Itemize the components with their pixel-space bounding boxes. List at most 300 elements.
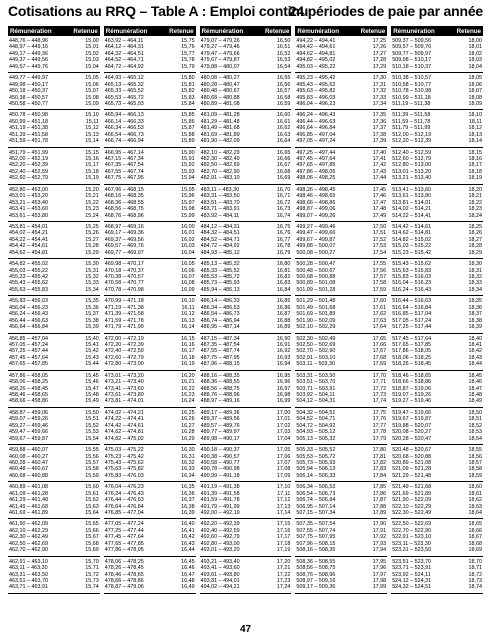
deduction-value: 15,13	[85, 131, 99, 138]
earnings-range: 458,26 – 458,45	[9, 385, 48, 392]
deduction-value: 16,73	[276, 206, 291, 213]
table-row	[391, 510, 483, 516]
row-group	[295, 519, 387, 556]
earnings-range: 454,02 – 454,21	[9, 230, 48, 237]
earnings-range: 496,44 – 496,63	[296, 118, 336, 125]
deduction-value: 18,00	[468, 38, 482, 44]
table-row	[391, 64, 483, 70]
earnings-range: 473,21 – 473,40	[104, 379, 144, 386]
earnings-range: 463,31 – 463,50	[9, 571, 48, 578]
row-group	[8, 73, 100, 110]
deduction-value: 16,44	[181, 547, 195, 554]
deduction-value: 15,11	[85, 118, 99, 125]
earnings-range: 486,54 – 486,73	[200, 311, 240, 318]
deduction-value: 15,19	[85, 175, 99, 182]
row-group	[391, 148, 483, 185]
earnings-range: 464,12 – 464,31	[104, 44, 144, 51]
deduction-value: 17,14	[276, 510, 291, 516]
table-row	[200, 436, 292, 442]
pay-period-subtitle: 24 périodes de paie par année	[288, 3, 483, 19]
earnings-range: 466,74 – 466,94	[104, 138, 144, 145]
earnings-range: 519,67 – 519,87	[392, 416, 432, 423]
table-row	[8, 101, 100, 107]
deduction-value: 15,43	[85, 354, 99, 361]
earnings-range: 449,98 – 450,17	[9, 81, 48, 88]
earnings-range: 497,65 – 497,85	[296, 162, 336, 169]
earnings-range: 510,78 – 510,98	[392, 88, 432, 95]
deduction-value: 18,45	[468, 372, 482, 379]
deduction-value: 15,29	[85, 249, 99, 256]
earnings-range: 494,22 – 494,41	[296, 38, 336, 44]
deduction-value: 18,57	[468, 459, 482, 466]
deduction-value: 15,62	[85, 497, 99, 504]
deduction-value: 15,09	[85, 100, 99, 107]
earnings-range: 478,46 – 478,65	[104, 571, 144, 578]
deduction-value: 16,05	[181, 261, 195, 268]
earnings-range: 473,81 – 474,01	[104, 398, 144, 405]
deduction-value: 17,95	[372, 558, 387, 565]
deduction-value: 15,61	[85, 490, 99, 497]
earnings-range: 481,69 – 481,89	[200, 131, 240, 138]
deduction-value: 15,31	[85, 267, 99, 274]
deduction-value: 17,37	[372, 125, 387, 132]
earnings-range: 521,69 – 521,89	[392, 490, 432, 497]
deduction-value: 18,55	[468, 447, 482, 454]
row-group	[200, 334, 292, 371]
earnings-range: 486,74 – 486,94	[200, 317, 240, 324]
deduction-value: 17,25	[372, 38, 387, 44]
table-row	[295, 250, 387, 256]
earnings-range: 461,09 – 461,28	[9, 490, 48, 497]
row-group	[8, 148, 100, 185]
deduction-value: 16,10	[181, 298, 195, 305]
row-group	[8, 222, 100, 259]
deduction-value: 18,07	[468, 88, 482, 95]
deduction-value: 18,42	[468, 348, 482, 355]
deduction-value: 16,39	[181, 510, 195, 516]
table-row	[8, 287, 100, 293]
earnings-range: 474,02 – 474,21	[104, 409, 144, 416]
earnings-range: 478,26 – 478,45	[104, 565, 144, 572]
earnings-range: 491,59 – 491,78	[200, 497, 240, 504]
deduction-value: 15,35	[85, 298, 99, 305]
deduction-value: 18,68	[468, 540, 482, 547]
earnings-range: 476,24 – 476,43	[104, 490, 144, 497]
earnings-range: 490,78 – 490,98	[200, 466, 240, 473]
deduction-value: 18,56	[468, 453, 482, 460]
deduction-value: 18,24	[468, 212, 482, 219]
deduction-value: 16,07	[181, 274, 195, 280]
earnings-range: 520,08 – 520,27	[392, 429, 432, 436]
earnings-range: 497,05 – 497,24	[296, 138, 336, 145]
earnings-range: 496,85 – 497,04	[296, 131, 336, 138]
earnings-range: 469,57 – 469,76	[104, 243, 144, 250]
earnings-range: 485,94 – 486,13	[200, 286, 240, 293]
earnings-range: 465,94 – 466,13	[104, 112, 144, 119]
table-row	[8, 324, 100, 330]
deduction-value: 18,63	[468, 503, 482, 510]
row-group	[391, 519, 483, 556]
earnings-range: 472,80 – 473,00	[104, 361, 144, 368]
earnings-range: 508,56 – 508,75	[296, 565, 336, 572]
earnings-range: 501,69 – 501,89	[296, 311, 336, 318]
deduction-value: 16,90	[276, 335, 291, 342]
table-row	[200, 213, 292, 219]
deduction-value: 18,19	[468, 175, 482, 182]
earnings-range: 517,65 – 517,85	[392, 341, 432, 348]
deduction-value: 15,91	[181, 156, 195, 162]
earnings-range: 492,00 – 492,19	[200, 510, 240, 516]
earnings-range: 516,85 – 517,04	[392, 311, 432, 318]
earnings-range: 477,45 – 477,64	[104, 534, 144, 541]
earnings-range: 457,65 – 457,85	[9, 361, 48, 368]
deduction-value: 18,35	[468, 298, 482, 305]
earnings-range: 455,83 – 456,03	[9, 298, 48, 305]
deduction-value: 15,63	[85, 503, 99, 510]
earnings-range: 515,83 – 516,03	[392, 274, 432, 280]
page-number: 47	[239, 624, 252, 635]
deduction-value: 18,26	[468, 230, 482, 237]
earnings-range: 517,86 – 518,05	[392, 348, 432, 355]
deduction-value: 15,78	[181, 57, 195, 64]
deduction-value: 18,47	[468, 385, 482, 392]
earnings-range: 509,77 – 509,97	[392, 50, 432, 57]
earnings-range: 456,64 – 456,84	[9, 324, 48, 331]
earnings-range: 482,91 – 483,10	[200, 175, 240, 182]
deduction-value: 17,02	[276, 422, 291, 429]
earnings-range: 506,54 – 506,73	[296, 490, 336, 497]
earnings-range: 468,36 – 468,55	[104, 199, 144, 206]
deduction-value: 16,15	[181, 335, 195, 342]
deduction-value: 17,28	[372, 57, 387, 64]
earnings-range: 487,55 – 487,74	[200, 348, 240, 355]
earnings-range: 499,88 – 500,07	[296, 243, 336, 250]
row-group	[104, 408, 196, 445]
deduction-value: 15,65	[85, 521, 99, 528]
row-group	[391, 482, 483, 519]
deduction-value: 15,88	[181, 131, 195, 138]
deduction-value: 16,06	[181, 267, 195, 274]
column-header	[200, 26, 292, 36]
deduction-value: 16,49	[181, 584, 195, 591]
earnings-range: 481,49 – 481,68	[200, 125, 240, 132]
row-group	[391, 185, 483, 222]
deduction-value: 17,93	[372, 540, 387, 547]
row-group	[295, 148, 387, 185]
table-row	[104, 138, 196, 144]
earnings-range: 497,86 – 498,05	[296, 168, 336, 175]
deduction-value: 18,61	[468, 490, 482, 497]
deduction-value: 17,77	[372, 422, 387, 429]
deduction-value: 15,03	[85, 57, 99, 64]
deduction-value: 18,41	[468, 341, 482, 348]
earnings-range: 518,06 – 518,25	[392, 354, 432, 361]
table-row	[391, 473, 483, 479]
table-row	[104, 584, 196, 590]
deduction-value: 15,74	[85, 584, 99, 591]
deduction-value: 16,64	[276, 138, 291, 145]
deduction-value: 17,76	[372, 416, 387, 423]
deduction-value: 16,53	[276, 57, 291, 64]
table-row	[295, 101, 387, 107]
row-group	[391, 408, 483, 445]
deduction-value: 16,50	[276, 38, 291, 44]
earnings-range: 521,09 – 521,28	[392, 466, 432, 473]
header-remuneration: Rémunération	[393, 27, 435, 35]
deduction-value: 17,04	[276, 435, 291, 442]
deduction-value: 15,00	[85, 38, 99, 44]
table-row	[8, 436, 100, 442]
deduction-value: 16,31	[181, 453, 195, 460]
table-row	[391, 101, 483, 107]
table-row	[391, 175, 483, 181]
deduction-value: 18,66	[468, 527, 482, 534]
deduction-value: 18,74	[468, 584, 482, 591]
deduction-value: 15,51	[85, 416, 99, 423]
header-remuneration: Rémunération	[10, 27, 52, 35]
deduction-value: 15,69	[85, 547, 99, 554]
header-remuneration: Rémunération	[297, 27, 339, 35]
table-row	[295, 175, 387, 181]
deduction-value: 18,58	[468, 466, 482, 473]
deduction-value: 15,42	[85, 348, 99, 355]
earnings-range: 488,97 – 489,16	[200, 398, 240, 405]
earnings-range: 514,22 – 514,41	[392, 212, 432, 219]
deduction-value: 15,07	[85, 88, 99, 95]
deduction-value: 15,14	[85, 138, 99, 145]
deduction-value: 17,80	[372, 447, 387, 454]
row-group	[295, 296, 387, 333]
earnings-range: 523,51 – 523,70	[392, 558, 432, 565]
earnings-range: 501,29 – 501,48	[296, 298, 336, 305]
earnings-range: 509,37 – 509,56	[392, 38, 432, 44]
row-group	[200, 222, 292, 259]
earnings-range: 479,47 – 479,66	[200, 50, 240, 57]
deduction-value: 17,12	[276, 497, 291, 504]
earnings-range: 472,20 – 472,39	[104, 341, 144, 348]
earnings-range: 468,16 – 468,35	[104, 193, 144, 200]
deduction-value: 15,06	[85, 81, 99, 88]
deduction-value: 17,18	[276, 540, 291, 547]
earnings-range: 461,69 – 461,89	[9, 510, 48, 516]
earnings-range: 483,51 – 483,70	[200, 199, 240, 206]
earnings-range: 493,01 – 493,20	[200, 547, 240, 554]
deduction-value: 17,69	[372, 361, 387, 368]
table-row	[200, 64, 292, 70]
table-row	[8, 213, 100, 219]
earnings-range: 454,62 – 454,81	[9, 249, 48, 256]
deduction-value: 15,39	[85, 324, 99, 331]
earnings-range: 475,03 – 475,22	[104, 447, 144, 454]
deduction-value: 15,02	[85, 50, 99, 57]
earnings-range: 506,74 – 506,94	[296, 497, 336, 504]
deduction-value: 18,10	[468, 112, 482, 119]
table-row	[8, 398, 100, 404]
row-group	[200, 296, 292, 333]
row-group	[200, 110, 292, 147]
deduction-value: 16,72	[276, 199, 291, 206]
earnings-range: 500,68 – 500,88	[296, 274, 336, 280]
earnings-range: 493,81 – 494,01	[200, 577, 240, 584]
earnings-range: 506,34 – 506,53	[296, 484, 336, 491]
earnings-range: 476,85 – 477,04	[104, 510, 144, 516]
deduction-value: 16,25	[181, 409, 195, 416]
earnings-range: 458,87 – 459,06	[9, 409, 48, 416]
table-row	[391, 584, 483, 590]
earnings-range: 509,98 – 510,17	[392, 57, 432, 64]
deduction-value: 15,77	[181, 50, 195, 57]
deduction-value: 18,14	[468, 138, 482, 145]
deduction-value: 18,54	[468, 435, 482, 442]
deduction-value: 17,97	[372, 571, 387, 578]
table-column	[8, 26, 100, 615]
earnings-range: 471,39 – 471,58	[104, 311, 144, 318]
deduction-value: 16,75	[276, 223, 291, 230]
deduction-value: 15,16	[85, 156, 99, 162]
deduction-value: 16,19	[181, 361, 195, 368]
earnings-range: 519,88 – 520,07	[392, 422, 432, 429]
deduction-value: 17,82	[372, 459, 387, 466]
earnings-range: 492,60 – 492,79	[200, 534, 240, 541]
earnings-range: 462,10 – 462,29	[9, 527, 48, 534]
earnings-range: 512,60 – 512,79	[392, 156, 432, 162]
row-group	[104, 222, 196, 259]
table-row	[295, 213, 387, 219]
deduction-value: 16,94	[276, 361, 291, 368]
earnings-range: 508,36 – 508,55	[296, 558, 336, 565]
deduction-value: 18,69	[468, 547, 482, 554]
deduction-value: 18,73	[468, 577, 482, 584]
earnings-range: 477,65 – 477,85	[104, 540, 144, 547]
deduction-value: 17,44	[372, 175, 387, 182]
earnings-range: 485,73 – 485,93	[200, 280, 240, 287]
earnings-range: 482,10 – 482,29	[200, 149, 240, 156]
earnings-range: 503,11 – 503,30	[296, 361, 335, 368]
deduction-value: 16,52	[276, 50, 291, 57]
deduction-value: 15,40	[85, 335, 99, 342]
earnings-range: 459,07 – 459,26	[9, 416, 48, 423]
earnings-range: 480,48 – 480,67	[200, 88, 240, 95]
earnings-range: 475,63 – 475,82	[104, 466, 144, 473]
row-group	[8, 296, 100, 333]
earnings-range: 460,48 – 460,67	[9, 466, 48, 473]
row-group	[200, 557, 292, 594]
deduction-value: 17,57	[372, 274, 387, 280]
earnings-range: 489,57 – 489,76	[200, 422, 240, 429]
earnings-range: 474,82 – 475,02	[104, 435, 144, 442]
deduction-value: 15,80	[181, 75, 195, 82]
deduction-value: 16,71	[276, 193, 291, 200]
table-row	[295, 584, 387, 590]
earnings-range: 484,12 – 484,31	[200, 223, 240, 230]
deduction-value: 17,00	[276, 409, 291, 416]
earnings-range: 516,04 – 516,23	[392, 280, 432, 287]
earnings-range: 474,42 – 474,61	[104, 422, 144, 429]
earnings-range: 499,67 – 499,87	[296, 236, 336, 243]
earnings-range: 502,30 – 502,49	[296, 335, 336, 342]
deduction-value: 18,34	[468, 286, 482, 293]
deduction-value: 17,64	[372, 324, 387, 331]
row-group	[295, 408, 387, 445]
deduction-value: 17,79	[372, 435, 387, 442]
earnings-range: 474,62 – 474,81	[104, 429, 144, 436]
table-row	[391, 250, 483, 256]
table-row	[295, 361, 387, 367]
deduction-value: 17,30	[372, 75, 387, 82]
deduction-value: 17,47	[372, 199, 387, 206]
deduction-value: 16,20	[181, 372, 195, 379]
earnings-range: 513,41 – 513,60	[392, 186, 432, 193]
earnings-range: 452,40 – 452,59	[9, 168, 48, 175]
row-group	[200, 408, 292, 445]
deduction-value: 18,48	[468, 392, 482, 398]
deduction-value: 17,09	[276, 472, 291, 479]
earnings-range: 494,82 – 495,02	[296, 57, 336, 64]
deduction-value: 16,14	[181, 324, 195, 331]
deduction-value: 15,83	[181, 94, 195, 101]
deduction-value: 17,86	[372, 490, 387, 497]
earnings-range: 503,31 – 503,50	[296, 372, 336, 379]
earnings-range: 460,28 – 460,47	[9, 459, 48, 466]
deduction-value: 16,57	[276, 88, 291, 95]
deduction-value: 18,37	[468, 311, 482, 318]
row-group	[104, 185, 196, 222]
deduction-value: 17,39	[372, 138, 387, 145]
earnings-range: 489,98 – 490,17	[200, 435, 240, 442]
row-group	[8, 371, 100, 408]
earnings-range: 473,01 – 473,20	[104, 372, 144, 379]
deduction-value: 16,61	[276, 118, 291, 125]
earnings-range: 477,05 – 477,24	[104, 521, 144, 528]
earnings-range: 487,96 – 488,15	[200, 361, 240, 368]
deduction-value: 16,80	[276, 261, 291, 268]
earnings-range: 476,04 – 476,23	[104, 484, 144, 491]
deduction-value: 16,13	[181, 317, 195, 324]
deduction-value: 15,72	[85, 571, 99, 578]
earnings-range: 469,77 – 469,97	[104, 249, 144, 256]
earnings-range: 467,55 – 467,74	[104, 168, 144, 175]
earnings-range: 455,03 – 455,22	[9, 267, 48, 274]
earnings-range: 490,99 – 491,18	[200, 472, 240, 479]
earnings-range: 509,17 – 509,36	[296, 584, 336, 591]
row-group	[391, 222, 483, 259]
header-retenue: Retenue	[264, 27, 290, 35]
table-row	[200, 584, 292, 590]
deduction-value: 16,91	[276, 341, 291, 348]
earnings-range: 507,75 – 507,95	[296, 534, 336, 541]
deduction-value: 17,68	[372, 354, 387, 361]
earnings-range: 522,10 – 522,29	[392, 503, 432, 510]
table-column	[104, 26, 196, 615]
table-row	[391, 398, 483, 404]
deduction-value: 17,63	[372, 317, 387, 324]
earnings-range: 462,50 – 462,69	[9, 540, 48, 547]
deduction-value: 16,54	[276, 63, 291, 70]
row-group	[104, 557, 196, 594]
earnings-range: 452,80 – 453,00	[9, 186, 48, 193]
earnings-range: 472,40 – 472,59	[104, 348, 144, 355]
deduction-value: 17,31	[372, 81, 387, 88]
deduction-value: 17,20	[276, 558, 291, 565]
deduction-value: 16,42	[181, 534, 195, 541]
deduction-value: 15,34	[85, 286, 99, 293]
earnings-range: 486,95 – 487,14	[200, 324, 240, 331]
table-column	[295, 26, 387, 615]
row-group	[200, 148, 292, 185]
table-row	[295, 473, 387, 479]
earnings-range: 466,54 – 466,73	[104, 131, 144, 138]
contribution-table	[8, 26, 483, 615]
